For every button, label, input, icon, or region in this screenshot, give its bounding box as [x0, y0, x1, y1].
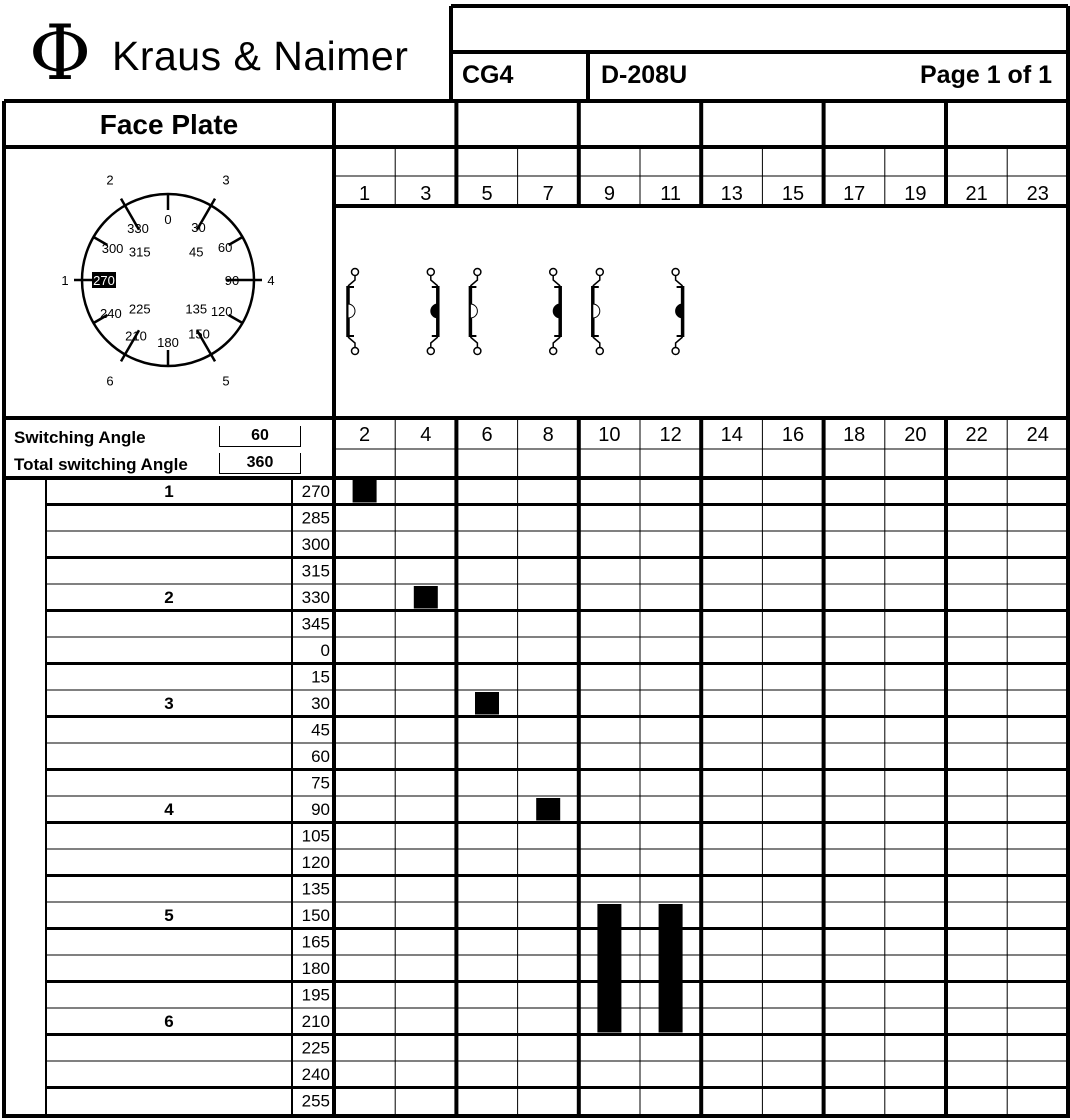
dial-angle-label: 270	[93, 273, 115, 288]
total-switching-angle-value: 360	[219, 453, 301, 474]
table-angle-cell: 300	[301, 535, 330, 554]
closed-contact-mark	[353, 480, 377, 503]
closed-contact-icon	[427, 269, 438, 355]
table-angle-cell: 255	[301, 1091, 330, 1111]
table-position-label: 4	[164, 800, 174, 819]
terminal-number-top: 5	[481, 183, 493, 205]
dial-position-number: 6	[106, 373, 114, 389]
company-name: Kraus & Naimer	[112, 33, 409, 79]
face-plate-dial	[61, 173, 274, 389]
dial-position-number: 4	[267, 273, 275, 288]
contact-terminal	[427, 269, 434, 276]
terminal-number-top: 13	[720, 183, 743, 205]
terminal-number-bottom: 8	[542, 424, 554, 446]
open-contact-icon	[593, 269, 604, 355]
terminal-number-bottom: 24	[1026, 424, 1049, 446]
contact-terminal	[352, 348, 359, 355]
table-angle-cell: 210	[301, 1012, 330, 1031]
terminal-number-bottom: 6	[481, 424, 493, 446]
dial-angle-label: 90	[224, 273, 240, 288]
contact-terminal	[352, 269, 359, 276]
dial-angle-label: 330	[127, 221, 149, 237]
table-angle-cell: 45	[311, 720, 330, 740]
dial-angle-label: 0	[164, 212, 172, 227]
table-angle-cell: 150	[301, 906, 330, 925]
dial-angle-label: 210	[125, 328, 147, 344]
table-angle-cell: 240	[301, 1065, 330, 1084]
table-position-label: 6	[164, 1012, 174, 1031]
dial-angle-label: 315	[128, 244, 151, 260]
switching-sequence-table	[46, 480, 1068, 1111]
terminal-number-bottom: 16	[781, 424, 805, 446]
table-position-label: 5	[164, 906, 174, 925]
table-position-label: 3	[164, 694, 174, 713]
drawing-number: D-208U	[601, 61, 688, 89]
closed-contact-mark	[597, 904, 621, 1033]
closed-contact-mark	[414, 586, 438, 609]
contact-terminal	[672, 348, 679, 355]
table-angle-cell: 180	[301, 959, 330, 978]
terminal-number-bottom: 22	[965, 424, 988, 446]
terminal-number-top: 1	[359, 183, 371, 205]
contact-terminal	[596, 269, 603, 276]
table-angle-cell: 60	[311, 747, 330, 766]
dial-angle-label: 225	[128, 301, 151, 317]
open-contact-icon	[348, 269, 359, 355]
contact-cam	[593, 304, 600, 318]
contact-terminal	[427, 348, 434, 355]
dial-position-number: 3	[222, 172, 230, 188]
switching-angle-value: 60	[219, 426, 301, 447]
face-plate-title: Face Plate	[99, 109, 239, 140]
contact-cam	[676, 304, 683, 318]
dial-angle-label: 120	[210, 304, 233, 319]
terminal-number-bottom: 12	[659, 424, 682, 446]
contact-cam	[431, 304, 438, 318]
dial-angle-label: 180	[157, 335, 179, 350]
terminal-number-top: 23	[1026, 183, 1049, 205]
table-angle-cell: 15	[311, 667, 330, 687]
terminal-number-bottom: 4	[420, 424, 432, 446]
contact-terminal	[474, 348, 481, 355]
table-angle-cell: 90	[311, 800, 330, 819]
dial-angle-label: 300	[101, 241, 124, 256]
table-angle-cell: 345	[301, 614, 330, 634]
table-angle-cell: 285	[301, 508, 330, 528]
terminal-number-top: 7	[542, 183, 554, 205]
table-angle-cell: 315	[301, 561, 330, 581]
terminal-number-top: 21	[965, 183, 988, 205]
table-angle-cell: 270	[301, 482, 330, 501]
terminal-number-top: 3	[420, 183, 432, 205]
closed-contact-mark	[536, 798, 560, 821]
terminal-number-bottom: 20	[904, 424, 927, 446]
closed-contact-mark	[475, 692, 499, 715]
contact-cam	[553, 304, 560, 318]
terminal-number-top: 9	[603, 183, 615, 205]
table-angle-cell: 30	[311, 694, 330, 713]
dial-angle-label: 60	[217, 240, 233, 255]
page-indicator: Page 1 of 1	[920, 61, 1052, 89]
dial-position-number: 1	[61, 273, 69, 288]
terminal-number-top: 11	[660, 183, 681, 205]
table-angle-cell: 165	[301, 932, 330, 952]
contact-cam	[348, 304, 355, 318]
table-angle-cell: 330	[301, 588, 330, 607]
table-position-label: 1	[164, 482, 174, 501]
terminal-numbers	[359, 183, 1049, 446]
table-position-label: 2	[164, 588, 174, 607]
dial-angle-label: 135	[185, 301, 208, 317]
series-code: CG4	[462, 61, 514, 89]
terminal-number-top: 15	[781, 183, 805, 205]
switching-angle-label: Switching Angle	[14, 428, 146, 447]
closed-contact-icon	[672, 269, 683, 355]
terminal-number-bottom: 14	[720, 424, 743, 446]
table-angle-cell: 75	[311, 773, 330, 793]
sheet-frame	[4, 6, 1068, 1118]
terminal-number-top: 17	[843, 183, 866, 205]
dial-angle-label: 30	[191, 220, 206, 236]
table-angle-cell: 120	[301, 853, 330, 872]
table-angle-cell: 105	[301, 826, 330, 846]
dial-angle-label: 150	[188, 326, 210, 342]
contact-terminal	[596, 348, 603, 355]
terminal-number-top: 19	[904, 183, 927, 205]
open-contact-icon	[470, 269, 481, 355]
contact-terminal	[550, 348, 557, 355]
dial-angle-label: 240	[99, 306, 122, 321]
terminal-number-bottom: 10	[598, 424, 621, 446]
company-logo-icon: Φ	[28, 8, 92, 97]
contact-symbols	[348, 269, 683, 355]
dial-position-number: 2	[106, 172, 114, 188]
closed-contact-icon	[550, 269, 561, 355]
dial-position-number: 5	[222, 373, 230, 389]
table-angle-cell: 0	[320, 641, 330, 660]
contact-terminal	[672, 269, 679, 276]
contact-terminal	[474, 269, 481, 276]
terminal-number-bottom: 18	[843, 424, 866, 446]
contact-terminal	[550, 269, 557, 276]
closed-contact-mark	[659, 904, 683, 1033]
table-angle-cell: 195	[301, 985, 330, 1005]
terminal-number-bottom: 2	[359, 424, 371, 446]
table-angle-cell: 135	[301, 879, 330, 899]
dial-angle-label: 45	[189, 244, 204, 260]
total-switching-angle-label: Total switching Angle	[14, 455, 188, 474]
table-angle-cell: 225	[301, 1038, 330, 1058]
contact-cam	[470, 304, 477, 318]
